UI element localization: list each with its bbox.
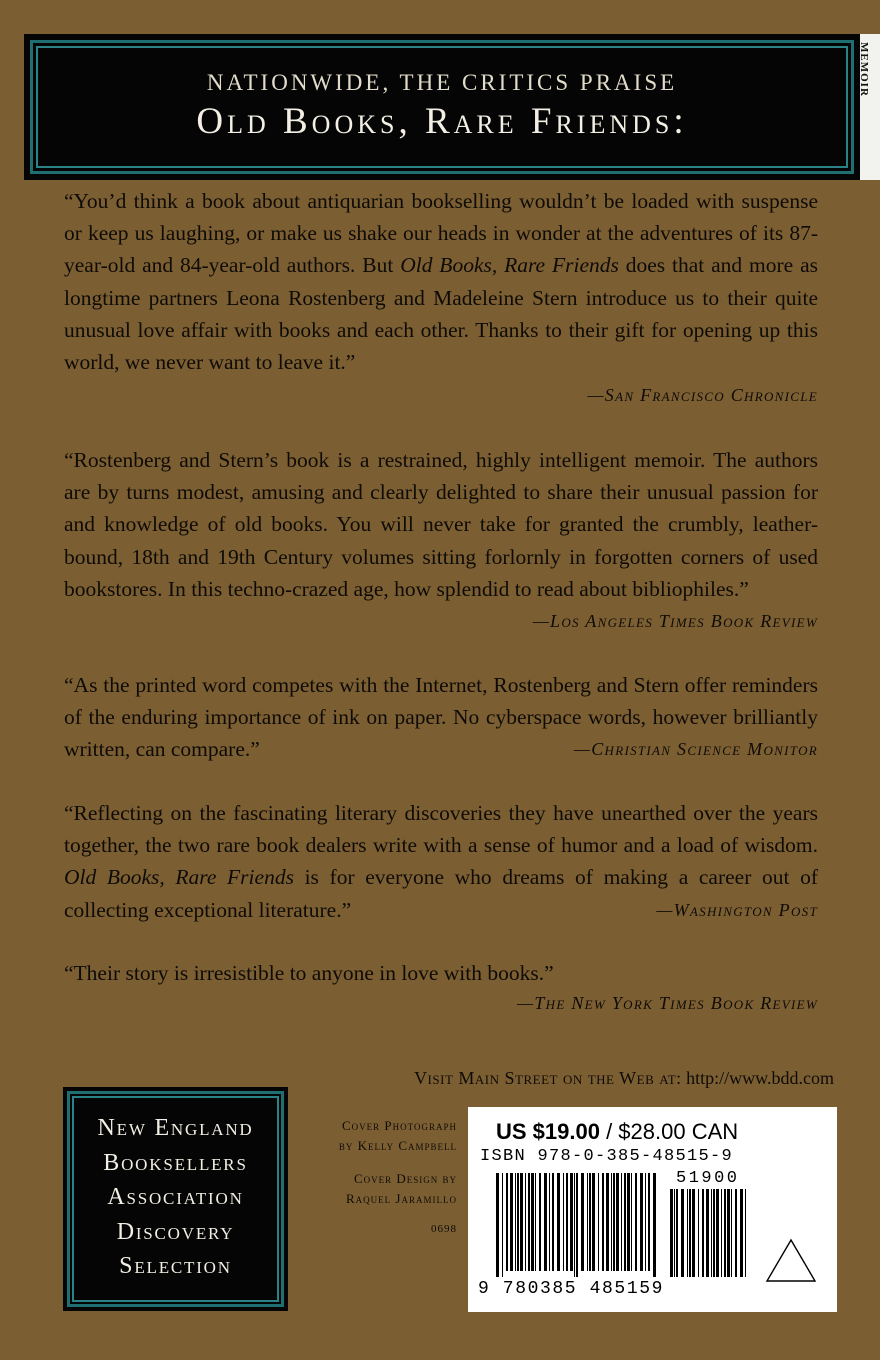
review-quote-2: “Rostenberg and Stern’s book is a restrained, highly intelligent memoir. The authors are by turns modest, amusing and clearly delighted to share their unusual passion for and knowledge of old books. You will never take for granted the crumbly, leather-bound, 18th and 19th Century volumes sitting forlornly in forgotten corners of used bookstores. In this techno-crazed age, how splendid to read about bibliophiles.” —Los Angeles Times Book Review [64, 444, 818, 637]
book-title-italic: Old Books, Rare Friends [64, 865, 294, 890]
badge-line: Association [107, 1184, 244, 1210]
barcode-bar [621, 1173, 622, 1271]
design-credit: Cover Design by Raquel Jaramillo [346, 1171, 457, 1206]
barcode-bar [570, 1173, 573, 1271]
review-quote-4: “Reflecting on the fascinating literary discoveries they have unearthed over the years together, the two rare book dealers write with a sense of humor and a load of wisdom. Old Books, Rare Friends is for everyone who dreams of making a career out of collecting exceptional literature.” —Washington Post [64, 797, 818, 926]
badge-line: Selection [119, 1253, 232, 1279]
barcode-bar [531, 1173, 534, 1271]
barcode-bar [496, 1173, 499, 1277]
review-attribution-4: —Washington Post [656, 899, 818, 920]
isbn: ISBN 978-0-385-48515-9 [480, 1147, 734, 1166]
barcode-bar [740, 1189, 743, 1277]
barcode-bar [631, 1173, 632, 1271]
ean-barcode [496, 1173, 656, 1277]
barcode-bar [535, 1173, 536, 1271]
barcode-bar [724, 1189, 726, 1277]
barcode-bar [528, 1173, 530, 1271]
book-title-italic: Old Books, Rare Friends [400, 253, 619, 278]
barcode-bar [566, 1173, 568, 1271]
print-code: 0698 [431, 1223, 457, 1235]
barcode-bar [731, 1189, 732, 1277]
barcode-bar [616, 1173, 619, 1271]
barcode-bar [681, 1189, 684, 1277]
barcode-bar [563, 1173, 564, 1271]
barcode-bar [692, 1189, 695, 1277]
barcode-bar [520, 1173, 523, 1271]
barcode-bar [716, 1189, 719, 1277]
review-quote-1: “You’d think a book about antiquarian bookselling wouldn’t be loaded with suspense or keep us laughing, or make us shake our heads in wonder at the adventures of its 87-year-old and 84-year-old authors. But Old Books, Rare Friends does that and more as longtime partners Leona Rostenberg and Madeleine Stern introduce us to their quite unusual love affair with books and each other. Thanks to their gift for opening up this world, we never want to leave it.” [64, 189, 818, 375]
website-line [414, 1068, 834, 1089]
barcode-bar [598, 1173, 599, 1271]
review-attribution-1: —San Francisco Chronicle [587, 385, 818, 405]
barcode-bar [670, 1189, 673, 1277]
barcode-bar [549, 1173, 550, 1271]
banner-subtitle: NATIONWIDE, THE CRITICS PRAISE [206, 70, 678, 95]
barcode-bar [602, 1173, 604, 1271]
triangle-icon [764, 1237, 818, 1285]
barcode-bar [589, 1173, 591, 1271]
review-quote-3: “As the printed word competes with the Internet, Rostenberg and Stern offer reminders of the enduring importance of ink on paper. No cyberspace words, however brilliantly written, can compare.” —Christian Science Monitor [64, 669, 818, 766]
category-label: MEMOIR [858, 42, 870, 97]
review-attribution-3: —Christian Science Monitor [573, 739, 818, 760]
ean-number: 9 780385 485159 [478, 1279, 665, 1299]
review-quote-5: “Their story is irresistible to anyone in love with books.” [64, 961, 554, 985]
barcode-bar [640, 1173, 643, 1271]
website-label: Visit Main Street on the Web at: [414, 1068, 682, 1088]
barcode-bar [502, 1173, 503, 1277]
barcode-bar [592, 1173, 595, 1271]
badge-line: Discovery [116, 1218, 235, 1245]
barcode-bar [627, 1173, 630, 1271]
review-attribution-5: —The New York Times Book Review [517, 993, 818, 1013]
review-attribution-2: —Los Angeles Times Book Review [532, 611, 818, 632]
barcode-bar [721, 1189, 722, 1277]
discovery-selection-badge [63, 1087, 288, 1311]
barcode-bar [674, 1189, 675, 1277]
banner-title: Old Books, Rare Friends: [196, 101, 688, 142]
barcode-bar [611, 1173, 612, 1271]
barcode-bar [552, 1173, 554, 1271]
price-code: 51900 [676, 1169, 740, 1188]
barcode-bar [727, 1189, 730, 1277]
badge-line: Booksellers [103, 1149, 248, 1176]
barcode-bar [648, 1173, 650, 1271]
barcode-bar [539, 1173, 541, 1271]
barcode-bar [587, 1173, 588, 1271]
barcode-bar [635, 1173, 637, 1271]
barcode-bar [515, 1173, 516, 1271]
website-url[interactable]: http://www.bdd.com [686, 1068, 834, 1088]
photo-credit: Cover Photograph by Kelly Campbell [338, 1118, 457, 1153]
barcode-bar [676, 1189, 678, 1277]
barcode-bar [711, 1189, 712, 1277]
barcode-bar [698, 1189, 699, 1277]
barcode-bar [557, 1173, 560, 1271]
barcode-bar [506, 1173, 508, 1271]
price-addon-barcode [670, 1189, 750, 1277]
barcode-bar [606, 1173, 609, 1271]
barcode-label [468, 1107, 837, 1312]
barcode-bar [581, 1173, 584, 1271]
barcode-bar [702, 1189, 704, 1277]
price: US $19.00 / $28.00 CAN [496, 1119, 739, 1144]
barcode-bar [706, 1189, 709, 1277]
barcode-bar [525, 1173, 526, 1271]
barcode-bar [735, 1189, 737, 1277]
barcode-bar [653, 1173, 656, 1277]
barcode-bar [689, 1189, 691, 1277]
barcode-bar [624, 1173, 626, 1271]
barcode-bar [576, 1173, 578, 1277]
barcode-bar [613, 1173, 615, 1271]
barcode-bar [510, 1173, 513, 1271]
critics-praise-banner [24, 34, 860, 180]
barcode-bar [517, 1173, 519, 1271]
barcode-bar [745, 1189, 746, 1277]
barcode-bar [687, 1189, 688, 1277]
barcode-bar [713, 1189, 715, 1277]
barcode-bar [544, 1173, 547, 1271]
barcode-bar [645, 1173, 646, 1271]
barcode-bar [574, 1173, 575, 1277]
category-tab [860, 34, 880, 180]
badge-line: New England [97, 1115, 254, 1141]
